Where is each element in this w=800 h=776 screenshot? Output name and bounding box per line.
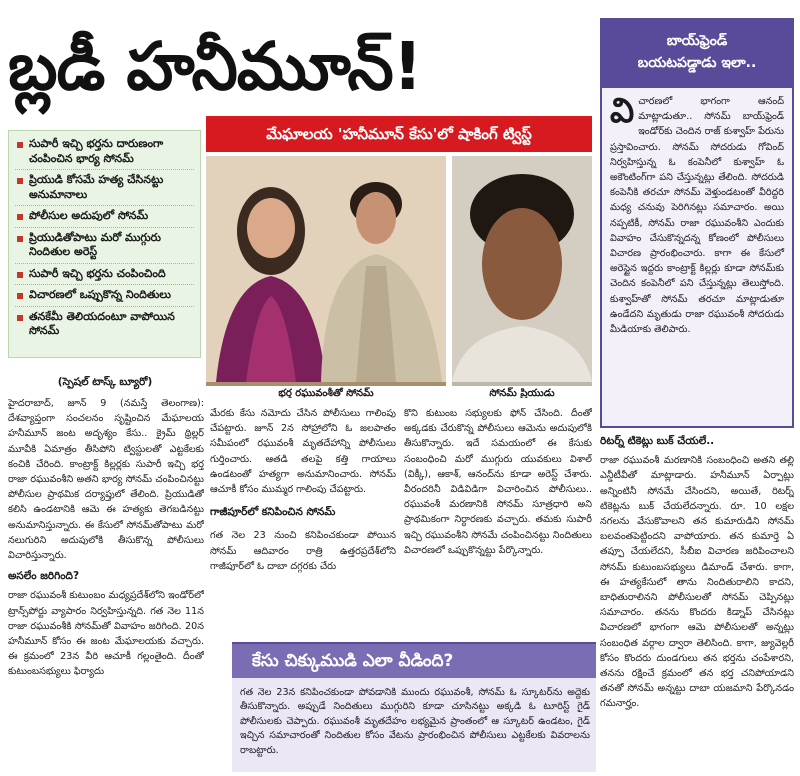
accused-photo xyxy=(452,156,592,398)
investigation-box xyxy=(232,642,596,772)
highlight-item: విచారణలో ఒప్పుకొన్న నిందితులు xyxy=(15,288,194,307)
article-column-3 xyxy=(404,406,592,638)
col2-para1: మేరకు కేసు నమోదు చేసిన పోలీసులు గాలింపు చేపట్టారు. జూన్ 2న సోహ్రాలోని ఓ జలపాతం సమీపంలో రఘువంశీ మృతదేహాన్ని పోలీసులు గుర్తించారు. ఆతడి తలపై కత్తి గాయాలు ఉండటంతో హత్యగా అనుమానించారు. సోనమ్ ఆచూకీ కోసం ముమ్మర గాలింపు చేపట్టారు. xyxy=(210,408,396,496)
sidebar-title-line1: బాయ్‌ఫ్రెండ్ xyxy=(666,33,728,49)
investigation-body: గత నెల 23న కనిపించకుండా పోవడానికి ముందు రఘువంశీ, సోనమ్ ఓ స్కూటర్‌ను అద్దెకు తీసుకొన్నారు. అప్పుడే నిందితులు ముగ్గురిని కూడా చూసినట్టు అక్కడి ఓ టూరిస్ట్ గైడ్ పోలీసులకు చెప్పారు. రఘువంశీ మృతదేహం లభ్యమైన ప్రాంతంలో ఆ స్కూటర్ ఉండటం, గైడ్ ఇచ్చిన సమాచారంతో నిందితుల కోసం వేటను ప్రారంభించిన పోలీసులు ఎట్టకేలకు వివరాలను రాబట్టారు. xyxy=(240,687,590,756)
sidebar-body-text: చారణలో భాగంగా ఆనంద్ మాట్లాడుతూ.. సోనమ్ బాయ్‌ఫ్రెండ్ ఇండోర్‌కు చెందిన రాజ్ కుశ్వాహ్ పేరును ప్రస్తావించారు. సోనమ్ సోదరుడు గోవింద్ నిర్వహిస్తున్న ఓ కంపెనీలో కుశ్వాహ్ ఓ అకౌంటింగ్‌గా పని చేస్తున్నట్లు తేలింది. సోదరుడి కంపెనీకి తరచూ సోనమ్ వెళ్తుండటంతో వీరిద్దరి మధ్య చనువు పెరిగినట్లు సమాచారం. అయి నప్పటికీ, సోనమ్ రాజా రఘువంశీని ఎందుకు వివాహం చేసుకొన్నదన్న కోణంలో పోలీసులు విచారణ ప్రారంభించారు. కాగా ఈ కేసులో అరెస్టైన ఇద్దరు కాంట్రాక్ట్ కిల్లర్లు కూడా సోనమ్‌కు చెందిన కంపెనీలో పని చేస్తున్నట్లు తెలుస్తోంది. కుశ్వాహ్‌తో సోనమ్ తరచూ మాట్లాడుతూ ఉండేదని మృతుడు రాజా రఘువంశీ సోదరుడు మీడియాకు తెలిపారు. xyxy=(610,96,784,336)
highlight-item: సుపారీ ఇచ్చి భర్తను చంపించింది xyxy=(15,267,194,286)
headline: బ్లడీ హనీమూన్! xyxy=(8,28,422,105)
couple-illustration xyxy=(206,156,446,382)
col2-subhead: గాజీపూర్‌లో కనిపించిన సోనమ్ xyxy=(210,506,336,519)
sidebar-box-body xyxy=(600,88,794,428)
col4-subhead: రిటర్న్ టికెట్లు బుక్ చేయలే.. xyxy=(600,435,715,447)
highlights-box xyxy=(8,130,201,358)
sidebar-title-line2: బయటపడ్డాడు ఇలా.. xyxy=(637,55,757,71)
highlight-item: ప్రియుడితోపాటు మరో ముగ్గురు నిందితుల అరెస్ట్ xyxy=(15,231,194,264)
col4-para1: రాజా రఘువంశీ మరణానికి సంబంధించి అతని తల్లి ఎన్డీటీవీతో మాట్లాడారు. హనీమూన్ ఏర్పాట్లు అన్నింటినీ సోనమే చేసిందని, అయితే, రిటర్న్ టికెట్లను బుక్ చేయలేదన్నారు. రూ. 10 లక్షల నగలను వేసుకొవాలని తన కుమారుడిని సోనమ్ బలవంతపెట్టిందని వాపోయారు. తన కుమార్తె ఏ తప్పూ చేయలేదని, సీబీఐ విచారణ జరిపించాలని సోనమ్ కుటుంబసభ్యులు డిమాండ్ చేశారు. కాగా, ఈ హత్యకేసులో తాను నిందితురాలిని కాదని, బాధితురాలినని పోలీసులతో సోనమ్ చెప్పినట్లు సమాచారం. తనను కొందరు కిడ్నాప్ చేసినట్లు విచారణలో భాగంగా ఆమె పోలీసులతో అన్నట్లు సంబంధిత వర్గాల ద్వారా తెలిసింది. కాగా, జ్యువెల్లరీ కోసం కొందరు దుండగులు తన భర్తను చంపేశారని, తనను రక్షించే క్రమంలో తన భర్త చనిపోయాడని తనతో సోనమ్ అన్నట్టు దాబా యజమాని పేర్కొనడం గమనార్హం. xyxy=(600,455,794,710)
photo-caption-accused: సోనమ్ ప్రియుడు xyxy=(452,386,592,398)
investigation-title: కేసు చిక్కుముడి ఎలా వీడింది? xyxy=(232,644,596,678)
highlight-item: తనకేమీ తెలియదంటూ వాపోయిన సోనమ్ xyxy=(15,310,194,342)
highlights-list xyxy=(15,137,194,342)
highlight-item: సుపారీ ఇచ్చి భర్తను దారుణంగా చంపించిన భార్య సోనమ్ xyxy=(15,137,194,170)
photo-caption-couple: భర్త రఘువంశీతో సోనమ్ xyxy=(206,386,446,398)
red-banner: మేఘాలయ 'హనీమూన్ కేసు'లో షాకింగ్ ట్విస్ట్ xyxy=(206,116,592,152)
byline: (స్పెషల్ టాస్క్ బ్యూరో) xyxy=(57,376,153,388)
article-column-4 xyxy=(600,434,794,772)
article-column-2 xyxy=(210,406,396,638)
article-column-1 xyxy=(8,396,204,772)
col3-para1: కొని కుటుంబ సభ్యులకు ఫోన్ చేసింది. దీంతో అక్కడకు చేరుకొన్న పోలీసులు ఆమెను అదుపులోకి తీసుకొన్నారు. ఇదే సమయంలో ఈ కేసుకు సంబంధించి మరో ముగ్గురు యువకులు విశాల్ (విక్కీ), ఆకాశ్, ఆనంద్‌ను కూడా అరెస్ట్ చేశారు. వీరందరినీ విడివిడిగా విచారించిన పోలీసులు.. రఘువంశీ మరణానికి సోనమ్ సూత్రధారి అని ప్రాథమికంగా నిర్ధారణకు వచ్చారు. తమకు సుపారీ ఇచ్చి రఘువంశీని సోనమే చంపించినట్టు నిందితులు విచారణలో ఒప్పుకొన్నట్టు పేర్కొన్నారు. xyxy=(404,408,592,556)
col1-para1: హైదరాబాద్, జూన్ 9 (నమస్తే తెలంగాణ): దేశవ్యాప్తంగా సంచలనం సృష్టించిన మేఘాలయ హనీమూన్ జంట అదృశ్యం కేసు.. క్రైమ్ థ్రిల్లర్ మూవీకి ఏమాత్రం తీసిపోని ట్విస్టులతో ఎట్టకేలకు కంచికి చేరింది. కాంట్రాక్ట్ కిల్లర్లకు సుపారీ ఇచ్చి భర్త రాజా రఘువంశీని అతని భార్య సోనమ్ చంపించినట్టు పోలీసుల ప్రాథమిక దర్యాప్తులో తేలింది. ప్రియుడితో కలిసి ఉండటానికి ఆమె ఈ హత్యకు తెగబడినట్టు అనుమానిస్తున్నారు. ఈ కేసులో సోనమ్‌తోపాటు మరో నలుగురిని అదుపులోకి తీసుకొన్న పోలీసులు విచారిస్తున్నారు. xyxy=(8,398,204,562)
accused-illustration xyxy=(452,156,592,382)
col1-subhead: అసలేం జరిగింది? xyxy=(8,570,80,583)
col1-para2: రాజా రఘువంశీ కుటుంబం మధ్యప్రదేశ్‌లోని ఇండోర్‌లో ట్రాన్స్‌పోర్టు వ్యాపారం నిర్వహిస్తున్నది. గత నెల 11న రాజా రఘువంశీకి సోనమ్‌తో వివాహం జరిగింది. 20న హనీమూన్ కోసం ఈ జంట మేఘాలయకు వచ్చారు. ఈ క్రమంలో 23న వీరి ఆచూకీ గల్లంతైంది. దీంతో కుటుంబసభ్యులు ఫిర్యాదు xyxy=(8,590,204,678)
highlight-item: ప్రియుడి కోసమే హత్య చేసినట్టు అనుమానాలు xyxy=(15,173,194,206)
couple-photo xyxy=(206,156,446,398)
col2-para2: గత నెల 23 నుంచి కనిపించకుండా పోయిన సోనమ్ ఆదివారం రాత్రి ఉత్తరప్రదేశ్‌లోని గాజీపూర్‌లో ఓ దాబా దగ్గరకు చేరు xyxy=(210,530,396,572)
sidebar-box-title xyxy=(600,18,794,88)
highlight-item: పోలీసుల అదుపులో సోనమ్ xyxy=(15,209,194,228)
dropcap: వి xyxy=(610,91,635,131)
